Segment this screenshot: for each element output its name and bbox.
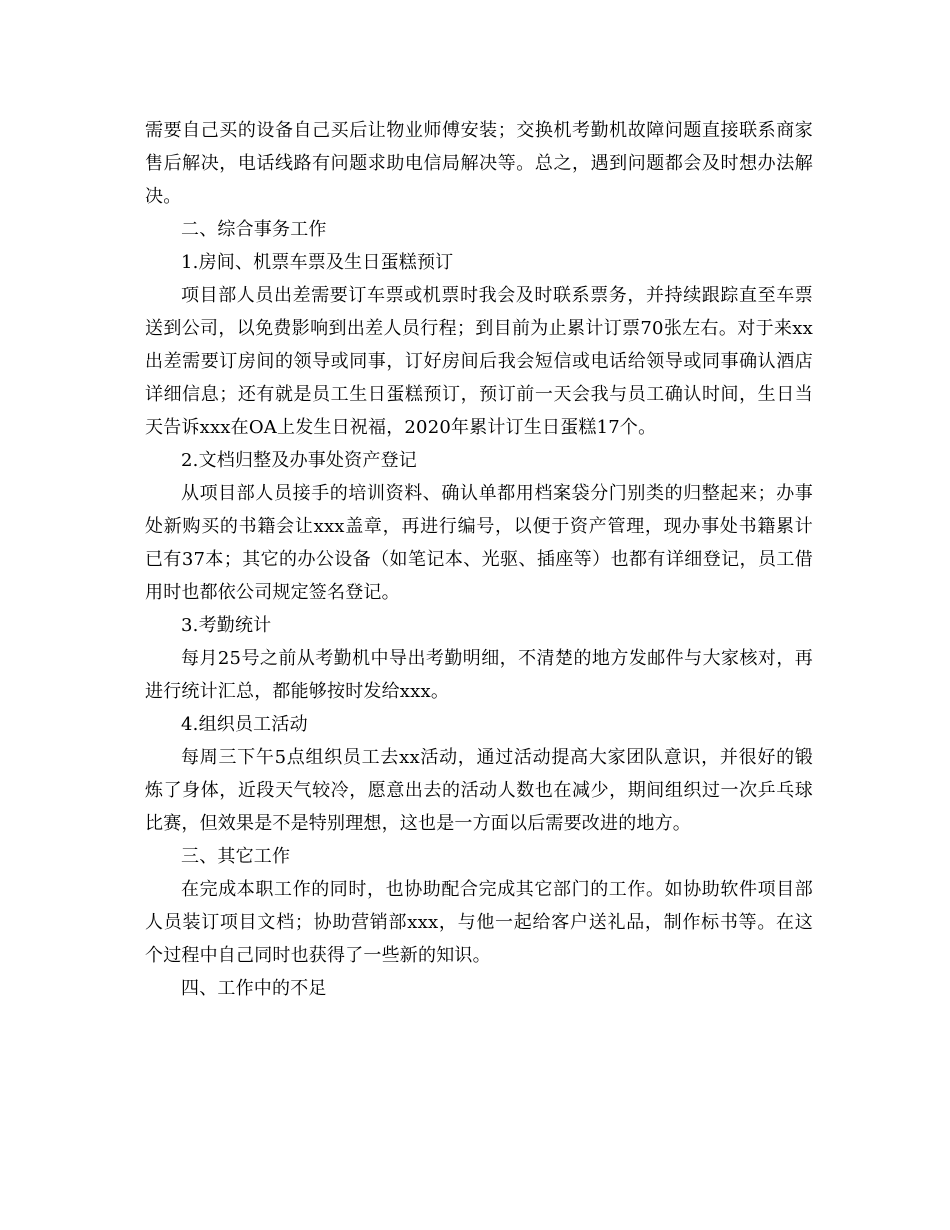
section-heading-shortcomings: 四、工作中的不足 — [181, 978, 327, 999]
paragraph-other-work: 在完成本职工作的同时，也协助配合完成其它部门的工作。如协助软件项目部人员装订项目文档；协助营销部xxx，与他一起给客户送礼品，制作标书等。在这个过程中自己同时也获得了一些新的知识。 — [145, 879, 813, 966]
paragraph-documents-assets: 从项目部人员接手的培训资料、确认单都用档案袋分门别类的归整起来；办事处新购买的书籍会让xxx盖章，再进行编号，以便于资产管理，现办事处书籍累计已有37本；其它的办公设备（如笔记本、光驱、插座等）也都有详细登记，员工借用时也都依公司规定签名登记。 — [145, 483, 813, 603]
subheading-booking: 1.房间、机票车票及生日蛋糕预订 — [181, 252, 454, 273]
paragraph-attendance: 每月25号之前从考勤机中导出考勤明细，不清楚的地方发邮件与大家核对，再进行统计汇总，都能够按时发给xxx。 — [145, 648, 813, 702]
section-heading-general-affairs: 二、综合事务工作 — [181, 219, 327, 240]
section-heading-other-work: 三、其它工作 — [181, 846, 291, 867]
paragraph-booking: 项目部人员出差需要订车票或机票时我会及时联系票务，并持续跟踪直至车票送到公司，以免费影响到出差人员行程；到目前为止累计订票70张左右。对于来xx出差需要订房间的领导或同事，订好房间后我会短信或电话给领导或同事确认酒店详细信息；还有就是员工生日蛋糕预订，预订前一天会我与员工确认时间，生日当天告诉xxx在OA上发生日祝福，2020年累计订生日蛋糕17个。 — [145, 285, 813, 438]
subheading-staff-activities: 4.组织员工活动 — [181, 714, 308, 735]
document-body — [145, 114, 813, 1005]
subheading-attendance: 3.考勤统计 — [181, 615, 272, 636]
paragraph-continuation: 需要自己买的设备自己买后让物业师傅安装；交换机考勤机故障问题直接联系商家售后解决，电话线路有问题求助电信局解决等。总之，遇到问题都会及时想办法解决。 — [145, 120, 813, 207]
paragraph-staff-activities: 每周三下午5点组织员工去xx活动，通过活动提高大家团队意识，并很好的锻炼了身体，近段天气较冷，愿意出去的活动人数也在减少，期间组织过一次乒乓球比赛，但效果是不是特别理想，这也是一方面以后需要改进的地方。 — [145, 747, 813, 834]
subheading-documents-assets: 2.文档归整及办事处资产登记 — [181, 450, 417, 471]
